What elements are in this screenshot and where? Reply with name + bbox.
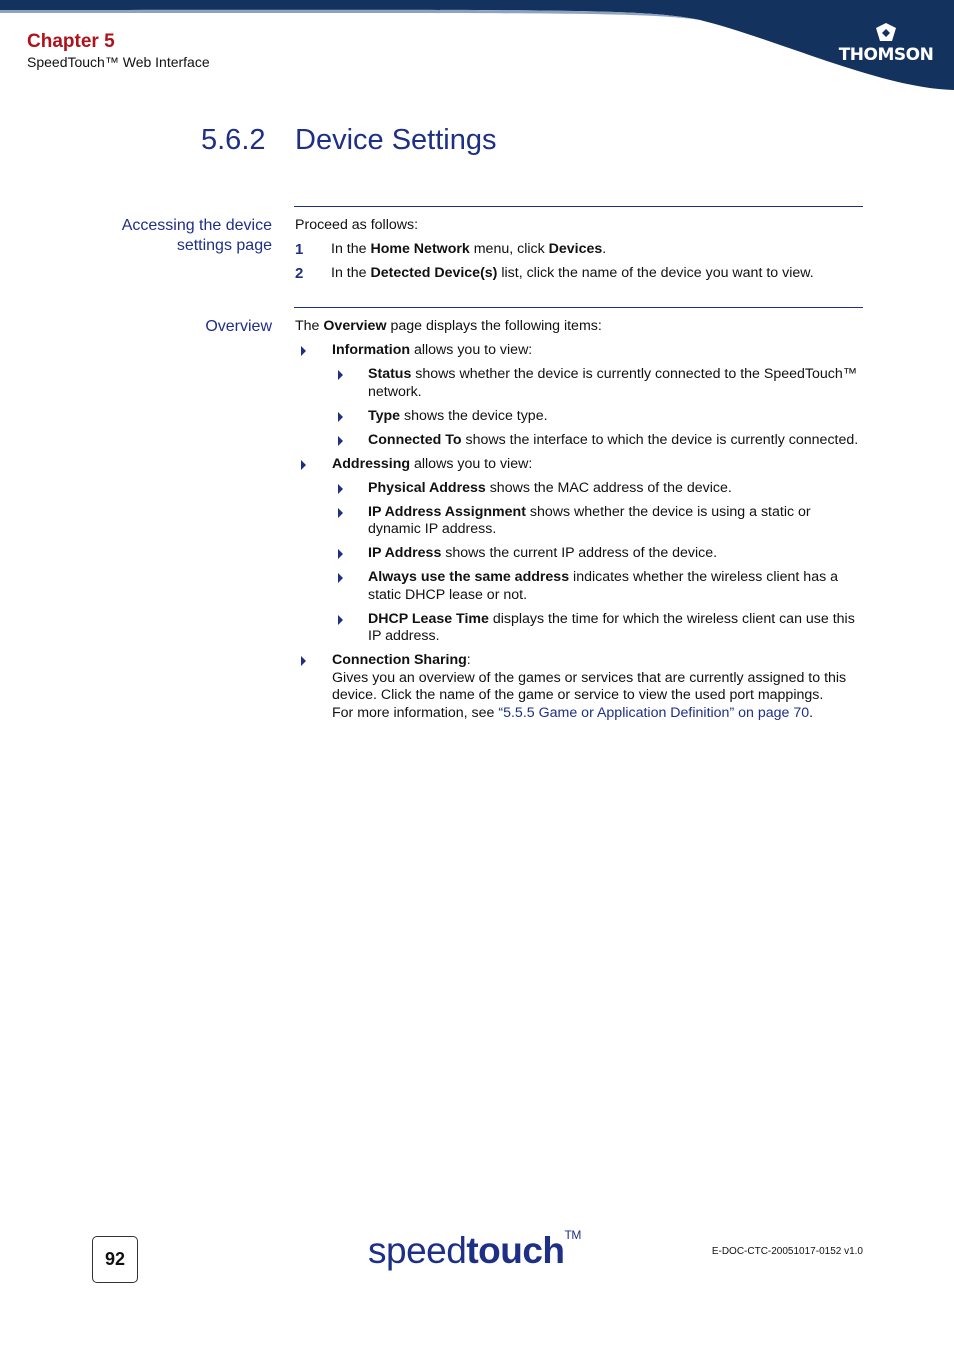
bullet-arrow-icon bbox=[338, 573, 343, 583]
bullet-arrow-icon bbox=[338, 412, 343, 422]
bullet-text: . bbox=[809, 704, 814, 721]
step-1 bbox=[295, 241, 863, 259]
thomson-logo bbox=[838, 22, 934, 72]
bullet-arrow-icon bbox=[301, 460, 306, 470]
sub-bullet-ip-assignment bbox=[295, 504, 863, 539]
bullet-term: Always use the same address bbox=[368, 569, 570, 585]
step-number: 1 bbox=[295, 241, 304, 258]
accessing-body bbox=[295, 217, 863, 283]
accessing-intro: Proceed as follows: bbox=[295, 217, 419, 233]
bullet-term: DHCP Lease Time bbox=[368, 610, 489, 627]
sub-bullet-type bbox=[295, 408, 863, 426]
bullet-text: allows you to view: bbox=[410, 342, 533, 358]
overview-body bbox=[295, 318, 863, 722]
overview-intro bbox=[295, 318, 863, 336]
sub-bullet-same-address bbox=[295, 569, 863, 604]
step-text: In the bbox=[331, 265, 371, 281]
bullet-term: IP Address Assignment bbox=[368, 503, 526, 520]
bullet-text: shows the MAC address of the device. bbox=[485, 479, 732, 496]
intro-bold: Overview bbox=[323, 318, 387, 334]
bullet-term: IP Address bbox=[368, 545, 442, 561]
bullet-term: Connected To bbox=[368, 431, 462, 448]
bullet-text: shows the current IP address of the device. bbox=[441, 545, 718, 561]
sub-bullet-ip-address bbox=[295, 545, 863, 563]
list-name: Detected Device(s) bbox=[370, 265, 498, 281]
bullet-arrow-icon bbox=[338, 615, 343, 625]
bullet-arrow-icon bbox=[338, 436, 343, 446]
section-title-text: Device Settings bbox=[295, 124, 497, 156]
bullet-text: indicates whether the wireless client has a static DHCP lease or not. bbox=[368, 569, 839, 603]
step-text: In the bbox=[331, 241, 371, 257]
menu-item-name: Devices bbox=[548, 241, 603, 257]
bullet-arrow-icon bbox=[338, 549, 343, 559]
bullet-text: Gives you an overview of the games or services that are currently assigned to this device. Click the name of the game or service to view the used port mappings. bbox=[332, 669, 847, 703]
cross-reference-link[interactable]: “5.5.5 Game or Application Definition” on page 70 bbox=[498, 704, 810, 721]
bullet-information bbox=[295, 342, 863, 360]
bullet-term: Information bbox=[332, 342, 411, 358]
sub-bullet-physical-address bbox=[295, 480, 863, 498]
side-label-accessing: Accessing the device settings page bbox=[121, 217, 272, 254]
thomson-logo-text: THOMSON bbox=[838, 45, 934, 65]
step-text: list, click the name of the device you want to view. bbox=[497, 265, 814, 281]
trademark-mark: TM bbox=[564, 1228, 581, 1242]
speedtouch-logo bbox=[368, 1228, 581, 1272]
bullet-term: Type bbox=[368, 407, 401, 424]
sub-bullet-connected-to bbox=[295, 432, 863, 450]
side-label-overview: Overview bbox=[205, 318, 272, 335]
menu-name: Home Network bbox=[370, 241, 470, 257]
bullet-text: displays the time for which the wireless client can use this IP address. bbox=[368, 610, 855, 644]
sub-bullet-status bbox=[295, 366, 863, 401]
bullet-arrow-icon bbox=[301, 346, 306, 356]
header-subtitle: SpeedTouch™ Web Interface bbox=[27, 54, 210, 70]
bullet-text: shows whether the device is currently connected to the SpeedTouch™ network. bbox=[368, 366, 857, 400]
bullet-addressing bbox=[295, 456, 863, 474]
bullet-text: shows the device type. bbox=[400, 407, 548, 424]
page-number: 92 bbox=[92, 1236, 138, 1283]
section-title bbox=[201, 124, 497, 157]
section-number: 5.6.2 bbox=[201, 124, 266, 156]
bullet-connection-sharing bbox=[295, 652, 863, 722]
step-2 bbox=[295, 265, 863, 283]
intro-text: The bbox=[295, 318, 324, 334]
bullet-arrow-icon bbox=[338, 370, 343, 380]
bullet-arrow-icon bbox=[338, 484, 343, 494]
thomson-logo-icon bbox=[875, 22, 897, 42]
sub-bullet-dhcp-lease bbox=[295, 611, 863, 646]
section-divider bbox=[294, 206, 863, 207]
bullet-arrow-icon bbox=[338, 508, 343, 518]
logo-text-light: speed bbox=[368, 1230, 467, 1271]
document-id: E-DOC-CTC-20051017-0152 v1.0 bbox=[711, 1246, 863, 1257]
step-text: menu, click bbox=[469, 241, 549, 257]
header-band bbox=[0, 0, 954, 95]
bullet-text: shows the interface to which the device is currently connected. bbox=[461, 431, 859, 448]
bullet-term: Status bbox=[368, 366, 412, 382]
step-text: . bbox=[602, 241, 607, 257]
section-divider bbox=[294, 307, 863, 308]
bullet-text: shows whether the device is using a static or dynamic IP address. bbox=[368, 503, 811, 537]
bullet-text: allows you to view: bbox=[410, 455, 533, 472]
chapter-label: Chapter 5 bbox=[27, 31, 115, 52]
bullet-term: Addressing bbox=[332, 455, 411, 472]
intro-text: page displays the following items: bbox=[386, 318, 602, 334]
logo-text-bold: touch bbox=[466, 1230, 565, 1271]
bullet-term: Connection Sharing bbox=[332, 652, 467, 668]
bullet-text: : bbox=[466, 652, 471, 668]
step-number: 2 bbox=[295, 265, 304, 282]
bullet-arrow-icon bbox=[301, 656, 306, 666]
bullet-text: For more information, see bbox=[332, 704, 499, 721]
bullet-term: Physical Address bbox=[368, 479, 486, 496]
